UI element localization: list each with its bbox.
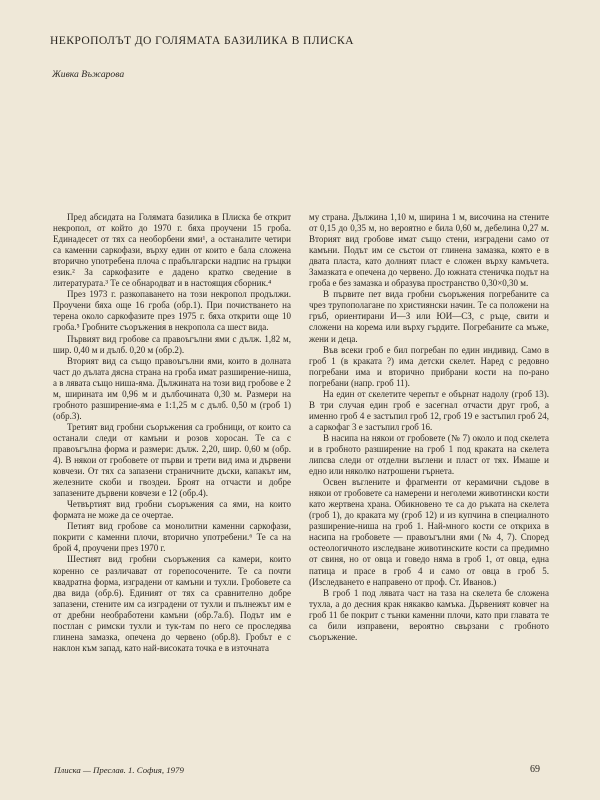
page-number: 69 [530,764,540,775]
paragraph: Първият вид гробове са правоъгълни ями с дълж. 1,82 м, шир. 0,40 м и дълб. 0,20 м (обр.2). [53,333,291,355]
paragraph: В първите пет вида гробни съоръжения погребаните са чрез трупополагане по християнски начин. Те са положени на гръб, ориентирани И—З или ЮИ—СЗ, с ръце, свити и сложени на корема или върху гърдите. Погребаните са мъже, жени и деца. [309,289,549,344]
paragraph: На един от скелетите черепът е обърнат надолу (гроб 13). В три случая един гроб е засегнал отчасти друг гроб, а именно гроб 4 е застъпил гроб 12, гроб 19 е застъпил гроб 24, а саркофаг 3 е застъпил гроб 16. [309,388,549,432]
paragraph: Пред абсидата на Голямата базилика в Плиска бе открит некропол, от който до 1970 г. бяха проучени 15 гроба. Единадесет от тях са необорбени ями¹, а останалите четири са каменни саркофази, върху един от които е бала сложена вторично употребена плоча с прабългарски надпис на гръцки език.² За саркофазите е дадено кратко сведение в литературата.³ Те се обнародват и в настоящия сборник.⁴ [53,212,291,289]
left-column [53,212,291,654]
paragraph: Шестият вид гробни съоръжения са камери, които коренно се различават от горепосочените. Те са почти квадратна форма, изградени от камъни и тухли. Гробовете са два вида (обр.6). Единият от тях са сравнително добре запазени, стените им са изградени от тухли и пълнежът им е от дребни необработени камъни (обр.7а.б). Подът им е постлан с римски тухли и тук-там по него се проследява глинена замазка, опечена до червено (обр.8). Гробът е с наклон към запад, като най-високата точка е в източната [53,554,291,653]
paragraph: В насипа на някои от гробовете (№ 7) около и под скелета и в гробното разширение на гроб 1 под краката на скелета липсва следи от отделни въглени и пласт от тях. Имаше и едно или няколко натрошени гърнета. [309,432,549,477]
right-column [309,212,549,643]
paragraph: Петият вид гробове са монолитни каменни саркофази, покрити с каменни плочи, вторично употребени.⁶ Те са на брой 4, проучени през 1970 г. [53,521,291,554]
paragraph: През 1973 г. разкопаването на този некропол продължи. Проучени бяха още 16 гроба (обр.1). При почистването на терена около саркофазите през 1975 г. бяха открити още 10 гроба.⁵ Гробните съоръжения в некропола са шест вида. [53,289,291,333]
article-author: Живка Въжарова [52,69,125,80]
paragraph: В гроб 1 под лявата част на таза на скелета бе сложена тухла, а до десния крак някакво камъка. Дървеният ковчег на гроб 11 бе покрит с тънки каменни плочи, като при главата те са били изправени, вероятно свързани с гробното съоръжение. [309,587,549,642]
paragraph: Във всеки гроб е бил погребан по един индивид. Само в гроб 1 (в краката ?) има детски скелет. Наред с редовно погребани има и вторично прибрани кости на по-рано погребани (напр. гроб 11). [309,344,549,388]
paragraph: Освен въглените и фрагменти от керамични съдове в някои от гробовете са намерени и неголеми животински кости като жертвена храна. Обикновено те са до ръката на скелета (гроб 1), до краката му (гроб 12) и из купчина в специалното разширение-ниша на гроб 1. Най-много кости се откриха в насипа на гробовете — правоъгълни ями (№ 4, 7). Според остеологичното изследване животинските кости са предимно от свиня, но от овца и говедо няма в гроб 1, от овца, една патица и прасе в гроб 4 и само от овца в гроб 5. (Изследването е направено от проф. Ст. Иванов.) [309,477,549,587]
paragraph: Четвъртият вид гробни съоръжения са ями, на които формата не може да се очертае. [53,499,291,521]
paragraph: Вторият вид са също правоъгълни ями, които в долната част до дълата дясна страна на гроба имат разширение-ниша, а в лявата също ниша-яма. Дължината на този вид гробове е 2 м, ширината им 0,96 м и дълбочината 0,30 м. Размери на гробното разширение-яма е 1:1,25 м с дълб. 0,50 м (гроб 1) (обр.3). [53,355,291,421]
journal-citation: Плиска — Преслав. 1. София, 1979 [54,765,184,775]
paragraph: му страна. Дължина 1,10 м, ширина 1 м, височина на стените от 0,15 до 0,35 м, но вероятно е била 0,60 м, дебелина 0,27 м. Вторият вид гробове имат също стени, изградени само от камъни. Подът им се състои от глинена замазка, която е в двата пласта, като долният пласт е сложен върху камъчета. Замазката е опечена до червено. До южната стеничка подът на гроба е без замазка и образува пространство 0,30×0,30 м. [309,212,549,289]
paragraph: Третият вид гробни съоръжения са гробници, от които са останали следи от камъни и розов хоросан. Те са с правоъгълна форма и размери: дълж. 2,20, шир. 0,60 м (обр. 4). В някои от гробовете от първи и трети вид има и дървени ковчези. От тях са запазени страничните дъски, капакът им, железните скоби и гвоздеи. Броят на отчасти и добре запазените дървени ковчези е 12 (обр.4). [53,421,291,499]
article-title: НЕКРОПОЛЪТ ДО ГОЛЯМАТА БАЗИЛИКА В ПЛИСКА [50,34,354,47]
